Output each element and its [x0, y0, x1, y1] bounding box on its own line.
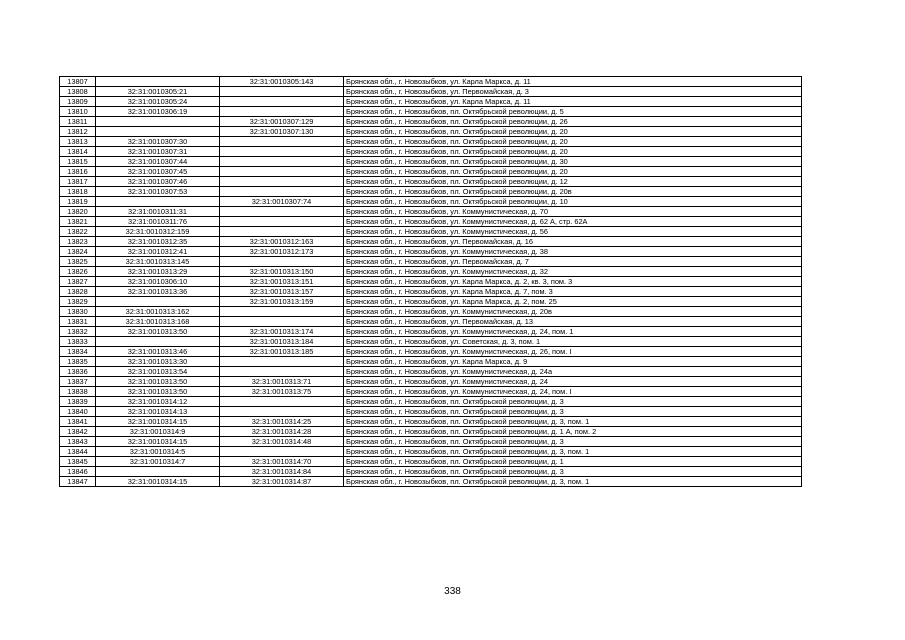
- land-cadastral-number-cell: 32:31:0010314:15: [96, 437, 220, 447]
- land-cadastral-number-cell: 32:31:0010312:35: [96, 237, 220, 247]
- address-cell: Брянская обл., г. Новозыбков, ул. Коммунистическая, д. 62 А, стр. 62А: [344, 217, 802, 227]
- address-cell: Брянская обл., г. Новозыбков, пл. Октябрьской революции, д. 20: [344, 167, 802, 177]
- row-number-cell: 13839: [60, 397, 96, 407]
- address-cell: Брянская обл., г. Новозыбков, ул. Карла Маркса, д. 11: [344, 97, 802, 107]
- table-row: [60, 447, 802, 457]
- land-cadastral-number-cell: 32:31:0010307:30: [96, 137, 220, 147]
- row-number-cell: 13831: [60, 317, 96, 327]
- building-cadastral-number-cell: [220, 257, 344, 267]
- table-row: [60, 117, 802, 127]
- address-cell: Брянская обл., г. Новозыбков, пл. Октябрьской революции, д. 10: [344, 197, 802, 207]
- land-cadastral-number-cell: 32:31:0010314:7: [96, 457, 220, 467]
- building-cadastral-number-cell: 32:31:0010307:130: [220, 127, 344, 137]
- table-row: [60, 307, 802, 317]
- land-cadastral-number-cell: [96, 337, 220, 347]
- building-cadastral-number-cell: 32:31:0010313:71: [220, 377, 344, 387]
- address-cell: Брянская обл., г. Новозыбков, ул. Коммунистическая, д. 24а: [344, 367, 802, 377]
- row-number-cell: 13816: [60, 167, 96, 177]
- table-row: [60, 367, 802, 377]
- row-number-cell: 13820: [60, 207, 96, 217]
- building-cadastral-number-cell: [220, 217, 344, 227]
- land-cadastral-number-cell: 32:31:0010307:53: [96, 187, 220, 197]
- table-row: [60, 427, 802, 437]
- building-cadastral-number-cell: 32:31:0010313:151: [220, 277, 344, 287]
- row-number-cell: 13837: [60, 377, 96, 387]
- land-cadastral-number-cell: 32:31:0010313:162: [96, 307, 220, 317]
- row-number-cell: 13810: [60, 107, 96, 117]
- building-cadastral-number-cell: 32:31:0010307:74: [220, 197, 344, 207]
- land-cadastral-number-cell: [96, 127, 220, 137]
- row-number-cell: 13826: [60, 267, 96, 277]
- land-cadastral-number-cell: 32:31:0010314:9: [96, 427, 220, 437]
- land-cadastral-number-cell: [96, 197, 220, 207]
- row-number-cell: 13844: [60, 447, 96, 457]
- row-number-cell: 13834: [60, 347, 96, 357]
- address-cell: Брянская обл., г. Новозыбков, ул. Коммунистическая, д. 38: [344, 247, 802, 257]
- building-cadastral-number-cell: 32:31:0010313:157: [220, 287, 344, 297]
- land-cadastral-number-cell: 32:31:0010313:168: [96, 317, 220, 327]
- row-number-cell: 13822: [60, 227, 96, 237]
- table-row: [60, 257, 802, 267]
- table-row: [60, 477, 802, 487]
- land-cadastral-number-cell: 32:31:0010313:145: [96, 257, 220, 267]
- table-row: [60, 137, 802, 147]
- table-row: [60, 227, 802, 237]
- land-cadastral-number-cell: 32:31:0010307:45: [96, 167, 220, 177]
- building-cadastral-number-cell: 32:31:0010312:173: [220, 247, 344, 257]
- building-cadastral-number-cell: [220, 307, 344, 317]
- address-cell: Брянская обл., г. Новозыбков, пл. Октябрьской революции, д. 20: [344, 127, 802, 137]
- building-cadastral-number-cell: 32:31:0010314:70: [220, 457, 344, 467]
- table-body: [60, 77, 802, 487]
- table-row: [60, 407, 802, 417]
- row-number-cell: 13832: [60, 327, 96, 337]
- address-cell: Брянская обл., г. Новозыбков, пл. Октябрьской революции, д. 3, пом. 1: [344, 447, 802, 457]
- address-cell: Брянская обл., г. Новозыбков, ул. Карла Маркса, д. 2, кв. 3, пом. 3: [344, 277, 802, 287]
- building-cadastral-number-cell: 32:31:0010313:159: [220, 297, 344, 307]
- land-cadastral-number-cell: 32:31:0010306:19: [96, 107, 220, 117]
- land-cadastral-number-cell: 32:31:0010313:54: [96, 367, 220, 377]
- land-cadastral-number-cell: 32:31:0010313:46: [96, 347, 220, 357]
- row-number-cell: 13815: [60, 157, 96, 167]
- table-row: [60, 347, 802, 357]
- building-cadastral-number-cell: [220, 227, 344, 237]
- row-number-cell: 13842: [60, 427, 96, 437]
- row-number-cell: 13830: [60, 307, 96, 317]
- building-cadastral-number-cell: 32:31:0010307:129: [220, 117, 344, 127]
- land-cadastral-number-cell: 32:31:0010307:31: [96, 147, 220, 157]
- row-number-cell: 13813: [60, 137, 96, 147]
- building-cadastral-number-cell: 32:31:0010313:150: [220, 267, 344, 277]
- table-row: [60, 127, 802, 137]
- address-cell: Брянская обл., г. Новозыбков, ул. Карла Маркса, д. 11: [344, 77, 802, 87]
- address-cell: Брянская обл., г. Новозыбков, ул. Коммунистическая, д. 32: [344, 267, 802, 277]
- address-cell: Брянская обл., г. Новозыбков, пл. Октябрьской революции, д. 3, пом. 1: [344, 417, 802, 427]
- land-cadastral-number-cell: 32:31:0010313:50: [96, 387, 220, 397]
- land-cadastral-number-cell: [96, 297, 220, 307]
- row-number-cell: 13847: [60, 477, 96, 487]
- row-number-cell: 13835: [60, 357, 96, 367]
- table-row: [60, 267, 802, 277]
- table-row: [60, 387, 802, 397]
- land-cadastral-number-cell: 32:31:0010313:29: [96, 267, 220, 277]
- row-number-cell: 13821: [60, 217, 96, 227]
- table-row: [60, 297, 802, 307]
- row-number-cell: 13811: [60, 117, 96, 127]
- row-number-cell: 13808: [60, 87, 96, 97]
- building-cadastral-number-cell: [220, 317, 344, 327]
- land-cadastral-number-cell: 32:31:0010307:44: [96, 157, 220, 167]
- row-number-cell: 13807: [60, 77, 96, 87]
- land-cadastral-number-cell: 32:31:0010312:41: [96, 247, 220, 257]
- land-cadastral-number-cell: 32:31:0010305:24: [96, 97, 220, 107]
- address-cell: Брянская обл., г. Новозыбков, ул. Карла Маркса, д. 2, пом. 25: [344, 297, 802, 307]
- property-table: [59, 76, 802, 487]
- land-cadastral-number-cell: 32:31:0010306:10: [96, 277, 220, 287]
- table-row: [60, 147, 802, 157]
- address-cell: Брянская обл., г. Новозыбков, пл. Октябрьской революции, д. 30: [344, 157, 802, 167]
- land-cadastral-number-cell: 32:31:0010314:13: [96, 407, 220, 417]
- row-number-cell: 13824: [60, 247, 96, 257]
- address-cell: Брянская обл., г. Новозыбков, ул. Карла Маркса, д. 7, пом. 3: [344, 287, 802, 297]
- address-cell: Брянская обл., г. Новозыбков, пл. Октябрьской революции, д. 26: [344, 117, 802, 127]
- land-cadastral-number-cell: 32:31:0010313:50: [96, 327, 220, 337]
- table-row: [60, 217, 802, 227]
- table-row: [60, 177, 802, 187]
- address-cell: Брянская обл., г. Новозыбков, пл. Октябрьской революции, д. 5: [344, 107, 802, 117]
- address-cell: Брянская обл., г. Новозыбков, пл. Октябрьской революции, д. 1 А, пом. 2: [344, 427, 802, 437]
- row-number-cell: 13841: [60, 417, 96, 427]
- table-row: [60, 167, 802, 177]
- building-cadastral-number-cell: 32:31:0010312:163: [220, 237, 344, 247]
- table-row: [60, 237, 802, 247]
- row-number-cell: 13843: [60, 437, 96, 447]
- building-cadastral-number-cell: [220, 447, 344, 457]
- row-number-cell: 13827: [60, 277, 96, 287]
- building-cadastral-number-cell: [220, 177, 344, 187]
- building-cadastral-number-cell: [220, 357, 344, 367]
- row-number-cell: 13838: [60, 387, 96, 397]
- land-cadastral-number-cell: 32:31:0010313:30: [96, 357, 220, 367]
- table-row: [60, 107, 802, 117]
- row-number-cell: 13829: [60, 297, 96, 307]
- row-number-cell: 13840: [60, 407, 96, 417]
- table-row: [60, 337, 802, 347]
- table-row: [60, 207, 802, 217]
- building-cadastral-number-cell: [220, 87, 344, 97]
- land-cadastral-number-cell: 32:31:0010314:15: [96, 477, 220, 487]
- address-cell: Брянская обл., г. Новозыбков, ул. Коммунистическая, д. 24: [344, 377, 802, 387]
- land-cadastral-number-cell: 32:31:0010311:31: [96, 207, 220, 217]
- building-cadastral-number-cell: 32:31:0010314:87: [220, 477, 344, 487]
- land-cadastral-number-cell: [96, 467, 220, 477]
- table-row: [60, 247, 802, 257]
- building-cadastral-number-cell: 32:31:0010313:184: [220, 337, 344, 347]
- land-cadastral-number-cell: 32:31:0010311:76: [96, 217, 220, 227]
- building-cadastral-number-cell: 32:31:0010313:174: [220, 327, 344, 337]
- building-cadastral-number-cell: [220, 187, 344, 197]
- address-cell: Брянская обл., г. Новозыбков, ул. Первомайская, д. 7: [344, 257, 802, 267]
- table-row: [60, 397, 802, 407]
- land-cadastral-number-cell: 32:31:0010313:36: [96, 287, 220, 297]
- table-row: [60, 437, 802, 447]
- table-row: [60, 327, 802, 337]
- address-cell: Брянская обл., г. Новозыбков, ул. Первомайская, д. 16: [344, 237, 802, 247]
- building-cadastral-number-cell: 32:31:0010313:185: [220, 347, 344, 357]
- row-number-cell: 13833: [60, 337, 96, 347]
- building-cadastral-number-cell: [220, 207, 344, 217]
- address-cell: Брянская обл., г. Новозыбков, пл. Октябрьской революции, д. 3: [344, 437, 802, 447]
- table-row: [60, 287, 802, 297]
- table-row: [60, 197, 802, 207]
- building-cadastral-number-cell: [220, 407, 344, 417]
- table-row: [60, 377, 802, 387]
- building-cadastral-number-cell: [220, 107, 344, 117]
- table-row: [60, 457, 802, 467]
- page-number: 338: [444, 586, 461, 597]
- address-cell: Брянская обл., г. Новозыбков, пл. Октябрьской революции, д. 3, пом. 1: [344, 477, 802, 487]
- address-cell: Брянская обл., г. Новозыбков, ул. Карла Маркса, д. 9: [344, 357, 802, 367]
- land-cadastral-number-cell: [96, 117, 220, 127]
- building-cadastral-number-cell: 32:31:0010305:143: [220, 77, 344, 87]
- address-cell: Брянская обл., г. Новозыбков, пл. Октябрьской революции, д. 20: [344, 137, 802, 147]
- building-cadastral-number-cell: 32:31:0010314:48: [220, 437, 344, 447]
- land-cadastral-number-cell: 32:31:0010305:21: [96, 87, 220, 97]
- land-cadastral-number-cell: 32:31:0010312:159: [96, 227, 220, 237]
- address-cell: Брянская обл., г. Новозыбков, пл. Октябрьской революции, д. 20: [344, 147, 802, 157]
- land-cadastral-number-cell: 32:31:0010314:12: [96, 397, 220, 407]
- land-cadastral-number-cell: 32:31:0010307:46: [96, 177, 220, 187]
- building-cadastral-number-cell: [220, 397, 344, 407]
- address-cell: Брянская обл., г. Новозыбков, пл. Октябрьской революции, д. 12: [344, 177, 802, 187]
- table-row: [60, 97, 802, 107]
- table-row: [60, 77, 802, 87]
- land-cadastral-number-cell: 32:31:0010313:50: [96, 377, 220, 387]
- table-row: [60, 317, 802, 327]
- building-cadastral-number-cell: 32:31:0010314:84: [220, 467, 344, 477]
- table-row: [60, 157, 802, 167]
- row-number-cell: 13817: [60, 177, 96, 187]
- row-number-cell: 13814: [60, 147, 96, 157]
- building-cadastral-number-cell: 32:31:0010314:28: [220, 427, 344, 437]
- row-number-cell: 13812: [60, 127, 96, 137]
- table-row: [60, 87, 802, 97]
- table-row: [60, 467, 802, 477]
- address-cell: Брянская обл., г. Новозыбков, ул. Коммунистическая, д. 24, пом. 1: [344, 327, 802, 337]
- building-cadastral-number-cell: 32:31:0010314:25: [220, 417, 344, 427]
- building-cadastral-number-cell: [220, 97, 344, 107]
- building-cadastral-number-cell: [220, 367, 344, 377]
- address-cell: Брянская обл., г. Новозыбков, ул. Коммунистическая, д. 26, пом. I: [344, 347, 802, 357]
- table-row: [60, 417, 802, 427]
- row-number-cell: 13846: [60, 467, 96, 477]
- address-cell: Брянская обл., г. Новозыбков, пл. Октябрьской революции, д. 3: [344, 407, 802, 417]
- building-cadastral-number-cell: [220, 157, 344, 167]
- address-cell: Брянская обл., г. Новозыбков, пл. Октябрьской революции, д. 1: [344, 457, 802, 467]
- row-number-cell: 13819: [60, 197, 96, 207]
- building-cadastral-number-cell: 32:31:0010313:75: [220, 387, 344, 397]
- row-number-cell: 13809: [60, 97, 96, 107]
- building-cadastral-number-cell: [220, 137, 344, 147]
- address-cell: Брянская обл., г. Новозыбков, ул. Советская, д. 3, пом. 1: [344, 337, 802, 347]
- address-cell: Брянская обл., г. Новозыбков, ул. Коммунистическая, д. 56: [344, 227, 802, 237]
- address-cell: Брянская обл., г. Новозыбков, ул. Первомайская, д. 3: [344, 87, 802, 97]
- address-cell: Брянская обл., г. Новозыбков, ул. Коммунистическая, д. 20в: [344, 307, 802, 317]
- row-number-cell: 13818: [60, 187, 96, 197]
- address-cell: Брянская обл., г. Новозыбков, пл. Октябрьской революции, д. 3: [344, 467, 802, 477]
- table-row: [60, 357, 802, 367]
- land-cadastral-number-cell: 32:31:0010314:15: [96, 417, 220, 427]
- address-cell: Брянская обл., г. Новозыбков, пл. Октябрьской революции, д. 3: [344, 397, 802, 407]
- row-number-cell: 13836: [60, 367, 96, 377]
- building-cadastral-number-cell: [220, 167, 344, 177]
- table-row: [60, 187, 802, 197]
- address-cell: Брянская обл., г. Новозыбков, ул. Коммунистическая, д. 24, пом. I: [344, 387, 802, 397]
- address-cell: Брянская обл., г. Новозыбков, пл. Октябрьской революции, д. 20в: [344, 187, 802, 197]
- row-number-cell: 13828: [60, 287, 96, 297]
- row-number-cell: 13825: [60, 257, 96, 267]
- land-cadastral-number-cell: [96, 77, 220, 87]
- land-cadastral-number-cell: 32:31:0010314:5: [96, 447, 220, 457]
- address-cell: Брянская обл., г. Новозыбков, ул. Коммунистическая, д. 70: [344, 207, 802, 217]
- row-number-cell: 13823: [60, 237, 96, 247]
- address-cell: Брянская обл., г. Новозыбков, ул. Первомайская, д. 13: [344, 317, 802, 327]
- table-row: [60, 277, 802, 287]
- building-cadastral-number-cell: [220, 147, 344, 157]
- row-number-cell: 13845: [60, 457, 96, 467]
